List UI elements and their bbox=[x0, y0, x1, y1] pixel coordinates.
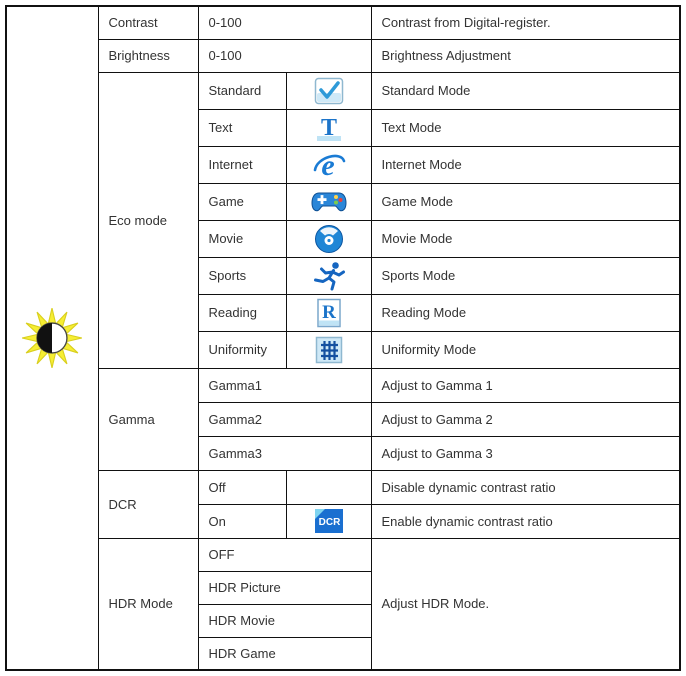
svg-text:R: R bbox=[321, 301, 336, 323]
eco-standard-name: Standard bbox=[198, 72, 286, 109]
eco-uniformity-icon-cell bbox=[286, 331, 371, 368]
gamepad-icon bbox=[311, 190, 347, 214]
eco-sports-icon-cell bbox=[286, 257, 371, 294]
eco-internet-icon-cell bbox=[286, 146, 371, 183]
text-letter-icon bbox=[316, 114, 342, 142]
hdr-off-name: OFF bbox=[198, 538, 371, 571]
eco-text-icon-cell bbox=[286, 109, 371, 146]
eco-standard-icon-cell bbox=[286, 72, 371, 109]
table-row bbox=[6, 470, 680, 504]
contrast-label: Contrast bbox=[98, 6, 198, 39]
osd-menu-table bbox=[5, 5, 681, 671]
movie-reel-icon bbox=[314, 224, 344, 254]
gamma-label: Gamma bbox=[98, 368, 198, 470]
eco-reading-desc: Reading Mode bbox=[371, 294, 680, 331]
dcr-off-name: Off bbox=[198, 470, 286, 504]
contrast-range: 0-100 bbox=[198, 6, 371, 39]
eco-internet-name: Internet bbox=[198, 146, 286, 183]
hdr-game-name: HDR Game bbox=[198, 637, 371, 670]
dcr-off-desc: Disable dynamic contrast ratio bbox=[371, 470, 680, 504]
eco-mode-label: Eco mode bbox=[98, 72, 198, 368]
dcr-off-icon-cell bbox=[286, 470, 371, 504]
brightness-label: Brightness bbox=[98, 39, 198, 72]
internet-browser-icon bbox=[312, 150, 346, 180]
contrast-desc: Contrast from Digital-register. bbox=[371, 6, 680, 39]
brightness-desc: Brightness Adjustment bbox=[371, 39, 680, 72]
table-row bbox=[6, 39, 680, 72]
sports-runner-icon bbox=[312, 261, 346, 291]
eco-internet-desc: Internet Mode bbox=[371, 146, 680, 183]
hdr-mode-label: HDR Mode bbox=[98, 538, 198, 670]
eco-text-desc: Text Mode bbox=[371, 109, 680, 146]
eco-game-desc: Game Mode bbox=[371, 183, 680, 220]
dcr-badge-icon bbox=[314, 508, 344, 534]
svg-text:DCR: DCR bbox=[318, 517, 340, 528]
brightness-range: 0-100 bbox=[198, 39, 371, 72]
luminance-sun-icon bbox=[21, 307, 83, 369]
table-row bbox=[6, 72, 680, 109]
eco-reading-name: Reading bbox=[198, 294, 286, 331]
eco-movie-name: Movie bbox=[198, 220, 286, 257]
table-row bbox=[6, 538, 680, 571]
standard-check-icon bbox=[314, 77, 344, 105]
dcr-on-name: On bbox=[198, 504, 286, 538]
gamma2-desc: Adjust to Gamma 2 bbox=[371, 402, 680, 436]
gamma3-name: Gamma3 bbox=[198, 436, 371, 470]
eco-game-icon-cell bbox=[286, 183, 371, 220]
gamma3-desc: Adjust to Gamma 3 bbox=[371, 436, 680, 470]
eco-uniformity-name: Uniformity bbox=[198, 331, 286, 368]
reading-letter-icon bbox=[316, 298, 342, 328]
gamma2-name: Gamma2 bbox=[198, 402, 371, 436]
uniformity-grid-icon bbox=[315, 336, 343, 364]
gamma1-desc: Adjust to Gamma 1 bbox=[371, 368, 680, 402]
eco-movie-desc: Movie Mode bbox=[371, 220, 680, 257]
eco-uniformity-desc: Uniformity Mode bbox=[371, 331, 680, 368]
eco-sports-desc: Sports Mode bbox=[371, 257, 680, 294]
dcr-on-desc: Enable dynamic contrast ratio bbox=[371, 504, 680, 538]
luminance-menu-cell bbox=[6, 6, 98, 670]
dcr-label: DCR bbox=[98, 470, 198, 538]
eco-movie-icon-cell bbox=[286, 220, 371, 257]
gamma1-name: Gamma1 bbox=[198, 368, 371, 402]
svg-text:T: T bbox=[320, 114, 337, 141]
hdr-desc: Adjust HDR Mode. bbox=[371, 538, 680, 670]
hdr-picture-name: HDR Picture bbox=[198, 571, 371, 604]
eco-sports-name: Sports bbox=[198, 257, 286, 294]
dcr-on-icon-cell bbox=[286, 504, 371, 538]
eco-game-name: Game bbox=[198, 183, 286, 220]
table-row bbox=[6, 6, 680, 39]
eco-reading-icon-cell bbox=[286, 294, 371, 331]
eco-text-name: Text bbox=[198, 109, 286, 146]
table-row bbox=[6, 368, 680, 402]
eco-standard-desc: Standard Mode bbox=[371, 72, 680, 109]
svg-text:e: e bbox=[320, 149, 335, 180]
hdr-movie-name: HDR Movie bbox=[198, 604, 371, 637]
